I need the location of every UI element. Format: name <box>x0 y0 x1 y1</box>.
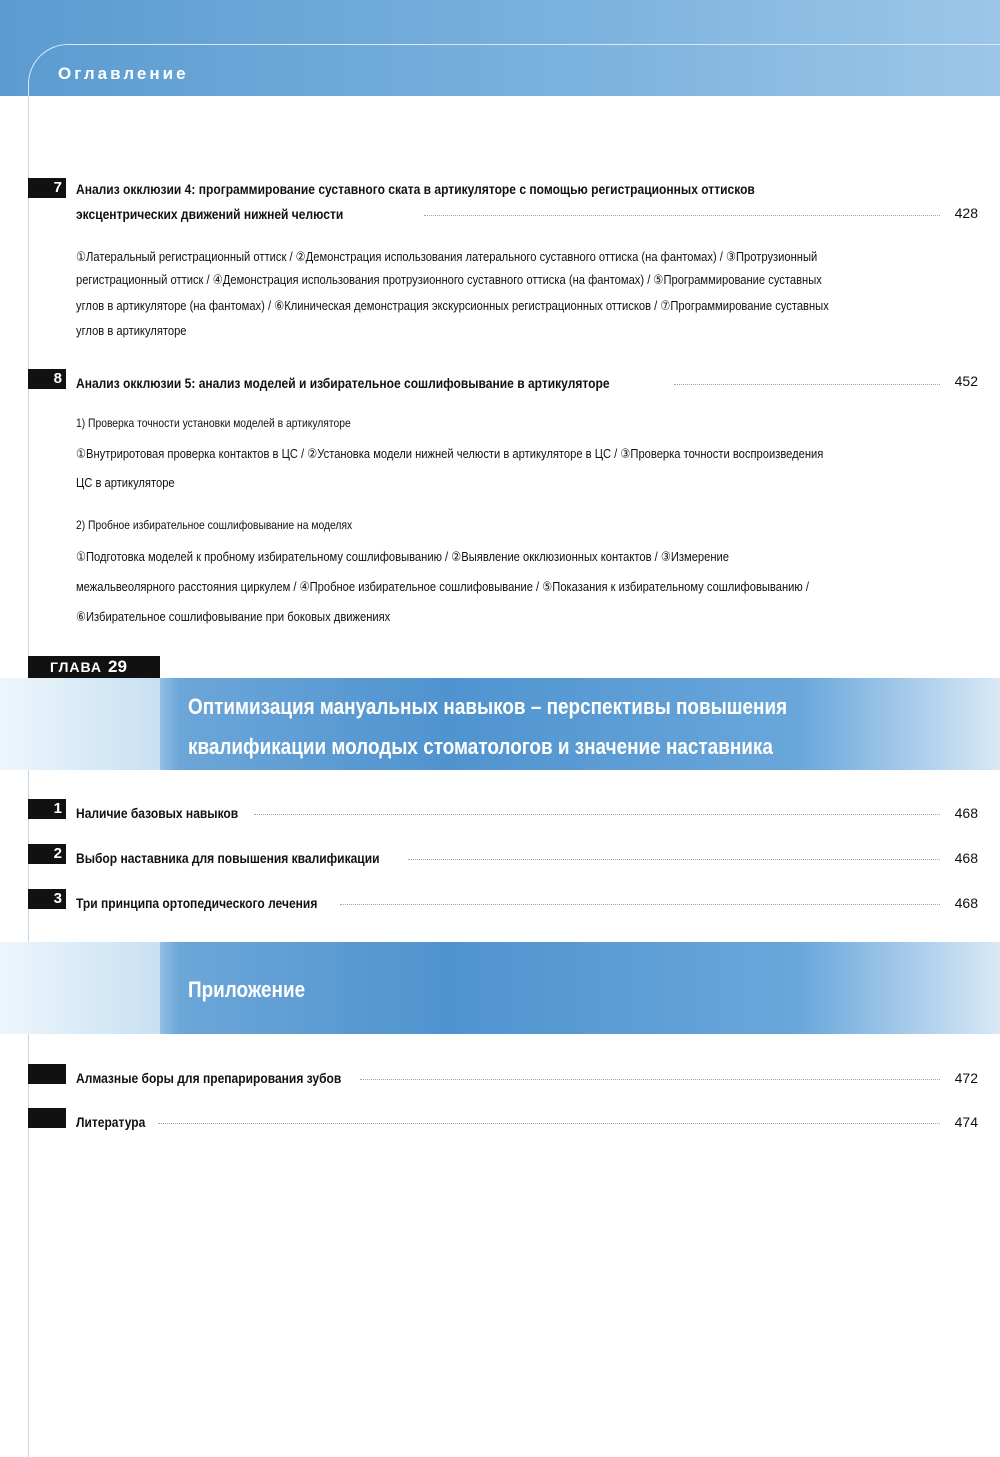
leader-row <box>76 844 978 866</box>
chapter-banner <box>0 678 1000 770</box>
page-number: 472 <box>954 1070 978 1086</box>
page-number: 474 <box>954 1114 978 1130</box>
leader-row <box>76 889 978 911</box>
leader-row <box>76 1064 978 1086</box>
leader-dots <box>424 214 940 216</box>
leader-dots <box>674 383 940 385</box>
section-title-line: Анализ окклюзии 4: программирование суставного ската в артикуляторе с помощью регистрационных оттисков <box>76 181 755 197</box>
leader-dots <box>360 1078 940 1080</box>
section-title: Литература <box>76 1114 146 1130</box>
subitems-line: ЦС в артикуляторе <box>76 475 175 490</box>
subitems-8-2 <box>76 603 980 630</box>
subitems-line: межальвеолярного расстояния циркулем / ④Пробное избирательное сошлифовывание / ⑤Показания к избирательному сошлифовыванию / <box>76 579 809 594</box>
section-title: Наличие базовых навыков <box>76 805 239 821</box>
section-title: Анализ окклюзии 5: анализ моделей и избирательное сошлифовывание в артикуляторе <box>76 375 610 391</box>
page-number: 468 <box>954 805 978 821</box>
chapter-tab <box>28 656 160 678</box>
subitems-line: углов в артикуляторе <box>76 323 187 338</box>
chapter-title-line2: квалификации молодых стоматологов и значение наставника <box>188 734 773 759</box>
subitems-line: регистрационный оттиск / ④Демонстрация использования протрузионного суставного оттиска (на фантомах) / ⑤Программирование суставных <box>76 272 822 287</box>
toc-entry[interactable] <box>28 1064 978 1086</box>
subsection-heading: 2) Пробное избирательное сошлифовывание на моделях <box>76 518 353 532</box>
subitems-7 <box>76 266 980 293</box>
subitems-7 <box>76 292 980 319</box>
leader-dots <box>408 858 940 860</box>
subitems-8-2 <box>76 573 980 600</box>
toc-entry-8[interactable] <box>28 369 978 391</box>
banner-fade <box>0 942 160 1034</box>
section-number: 2 <box>28 844 66 864</box>
subitems-8-1 <box>76 469 980 496</box>
leader-dots <box>254 813 940 815</box>
section-title <box>76 178 852 200</box>
section-title: Три принципа ортопедического лечения <box>76 895 318 911</box>
leader-row <box>76 799 978 821</box>
toc-entry[interactable] <box>28 889 978 911</box>
page-title: Оглавление <box>58 64 189 83</box>
subitems-line: ①Внутриротовая проверка контактов в ЦС / ②Установка модели нижней челюсти в артикуляторе в ЦС / ③Проверка точности воспроизведения <box>76 446 824 461</box>
subitems-line: ①Латеральный регистрационный оттиск / ②Демонстрация использования латерального суставного оттиска (на фантомах) / ③Протрузионный <box>76 249 818 264</box>
section-number: 7 <box>28 178 66 198</box>
subitems-line: ⑥Избирательное сошлифовывание при боковых движениях <box>76 609 391 624</box>
leader-row <box>76 1108 978 1130</box>
toc-entry[interactable] <box>28 799 978 821</box>
leader-dots <box>340 903 940 905</box>
subitems-8-1 <box>76 440 980 467</box>
leader-dots <box>158 1122 940 1124</box>
toc-entry[interactable] <box>28 1108 978 1130</box>
section-number: 8 <box>28 369 66 389</box>
chapter-label: ГЛАВА <box>50 659 103 675</box>
section-number: 3 <box>28 889 66 909</box>
page-number: 452 <box>954 373 978 389</box>
entry-marker <box>28 1064 66 1084</box>
appendix-banner <box>0 942 1000 1034</box>
section-title: Выбор наставника для повышения квалификации <box>76 850 380 866</box>
appendix-title: Приложение <box>188 977 306 1002</box>
entry-marker <box>28 1108 66 1128</box>
subitems-8-2 <box>76 543 980 570</box>
subitems-line: ①Подготовка моделей к пробному избирательному сошлифовыванию / ②Выявление окклюзионных контактов / ③Измерение <box>76 549 729 564</box>
subitems-7 <box>76 317 980 344</box>
page-number: 468 <box>954 895 978 911</box>
header-band <box>0 0 1000 96</box>
section-title-line: эксцентрических движений нижней челюсти <box>76 206 344 222</box>
subsection-heading: 1) Проверка точности установки моделей в артикуляторе <box>76 416 351 430</box>
leader-row <box>76 200 978 222</box>
section-title: Алмазные боры для препарирования зубов <box>76 1070 342 1086</box>
page-number: 468 <box>954 850 978 866</box>
chapter-number: 29 <box>108 657 127 676</box>
leader-row <box>76 369 978 391</box>
subitems-line: углов в артикуляторе (на фантомах) / ⑥Клиническая демонстрация экскурсионных регистрационных оттисков / ⑦Программирование суставных <box>76 298 829 313</box>
toc-entry[interactable] <box>28 844 978 866</box>
chapter-title-line1: Оптимизация мануальных навыков – перспективы повышения <box>188 694 788 719</box>
banner-fade <box>0 678 160 770</box>
page-number: 428 <box>954 205 978 221</box>
section-number: 1 <box>28 799 66 819</box>
